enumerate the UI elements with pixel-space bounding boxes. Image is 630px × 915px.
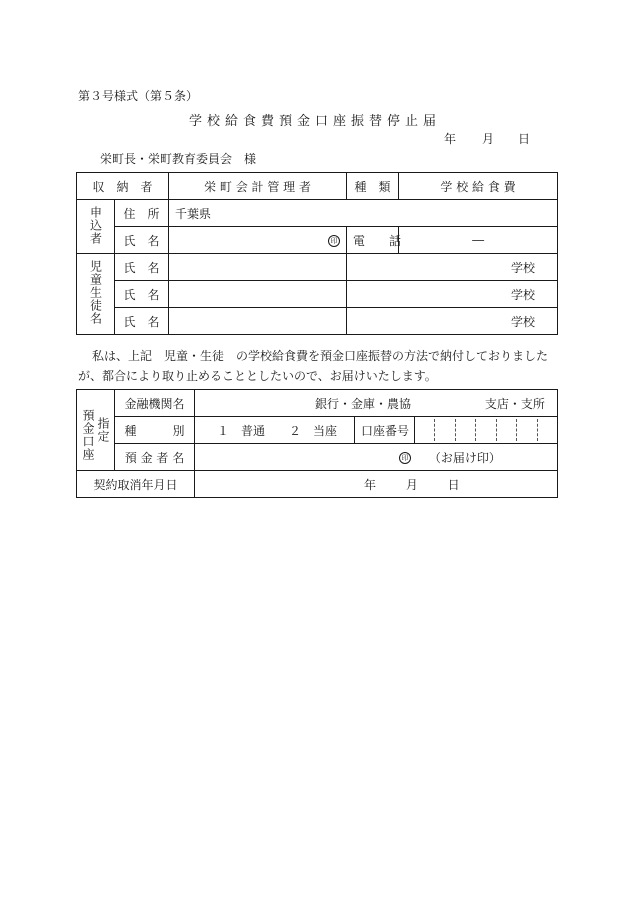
type-value: 学 校 給 食 費 xyxy=(399,173,558,200)
institution-label: 金融機関名 xyxy=(115,390,195,417)
account-number-field[interactable] xyxy=(415,417,558,444)
cancel-month: 月 xyxy=(405,477,418,492)
cancel-date-field[interactable] xyxy=(195,471,558,498)
addressee: 栄町長・栄町教育委員会 様 xyxy=(100,152,257,166)
address-field[interactable]: 千葉県 xyxy=(169,200,558,227)
form-number: 第３号様式（第５条） xyxy=(78,89,199,103)
institution-types: 銀行・金庫・農協 xyxy=(314,396,411,411)
account-number-digits xyxy=(415,417,557,443)
address-label: 住 所 xyxy=(115,200,169,227)
branch-types: 支店・支所 xyxy=(484,396,545,411)
holder-field[interactable] xyxy=(195,444,558,471)
recipient-label: 収 納 者 xyxy=(77,173,169,200)
account-section-label: 預金口座 指定 xyxy=(77,390,115,471)
declaration-paragraph: 私は、上記 児童・生徒 の学校給食費を預金口座振替の方法で納付しておりましたが、都合により取り止めることとしたいので、お届けいたします。 xyxy=(78,349,549,383)
applicant-name-field[interactable] xyxy=(169,227,347,254)
institution-field[interactable] xyxy=(195,390,558,417)
date-day: 日 xyxy=(518,132,531,146)
recipient-value: 栄 町 会 計 管 理 者 xyxy=(169,173,347,200)
student-name-label: 氏 名 xyxy=(115,281,169,308)
student-name-field[interactable] xyxy=(169,254,347,281)
seal-icon: 印 xyxy=(399,452,411,464)
applicant-table xyxy=(76,172,558,335)
student-name-label: 氏 名 xyxy=(115,308,169,335)
applicant-section-label: 申込者 xyxy=(77,200,115,254)
cancel-day: 日 xyxy=(447,477,460,492)
date-month: 月 xyxy=(482,132,495,146)
applicant-name-label: 氏 名 xyxy=(115,227,169,254)
holder-note: （お届け印） xyxy=(428,450,501,465)
cancel-date-label: 契約取消年月日 xyxy=(77,471,195,498)
student-name-field[interactable] xyxy=(169,281,347,308)
type-label: 種 類 xyxy=(347,173,399,200)
phone-label: 電 話 xyxy=(347,227,399,254)
students-section-label: 児童生徒名 xyxy=(77,254,115,335)
account-table xyxy=(76,389,558,498)
cancel-year: 年 xyxy=(363,477,376,492)
student-name-field[interactable] xyxy=(169,308,347,335)
document-title: 学校給食費預金口座振替停止届 xyxy=(188,114,441,129)
student-school-field[interactable]: 学校 xyxy=(347,308,558,335)
holder-label: 預 金 者 名 xyxy=(115,444,195,471)
seal-icon: 印 xyxy=(328,235,340,247)
student-school-field[interactable]: 学校 xyxy=(347,281,558,308)
kind-label: 種 別 xyxy=(115,417,195,444)
phone-field[interactable]: ― xyxy=(399,227,558,254)
student-name-label: 氏 名 xyxy=(115,254,169,281)
kind-options[interactable]: １ 普通 ２ 当座 xyxy=(195,417,355,444)
student-school-field[interactable]: 学校 xyxy=(347,254,558,281)
date-year: 年 xyxy=(444,132,457,146)
account-number-label: 口座番号 xyxy=(355,417,415,444)
